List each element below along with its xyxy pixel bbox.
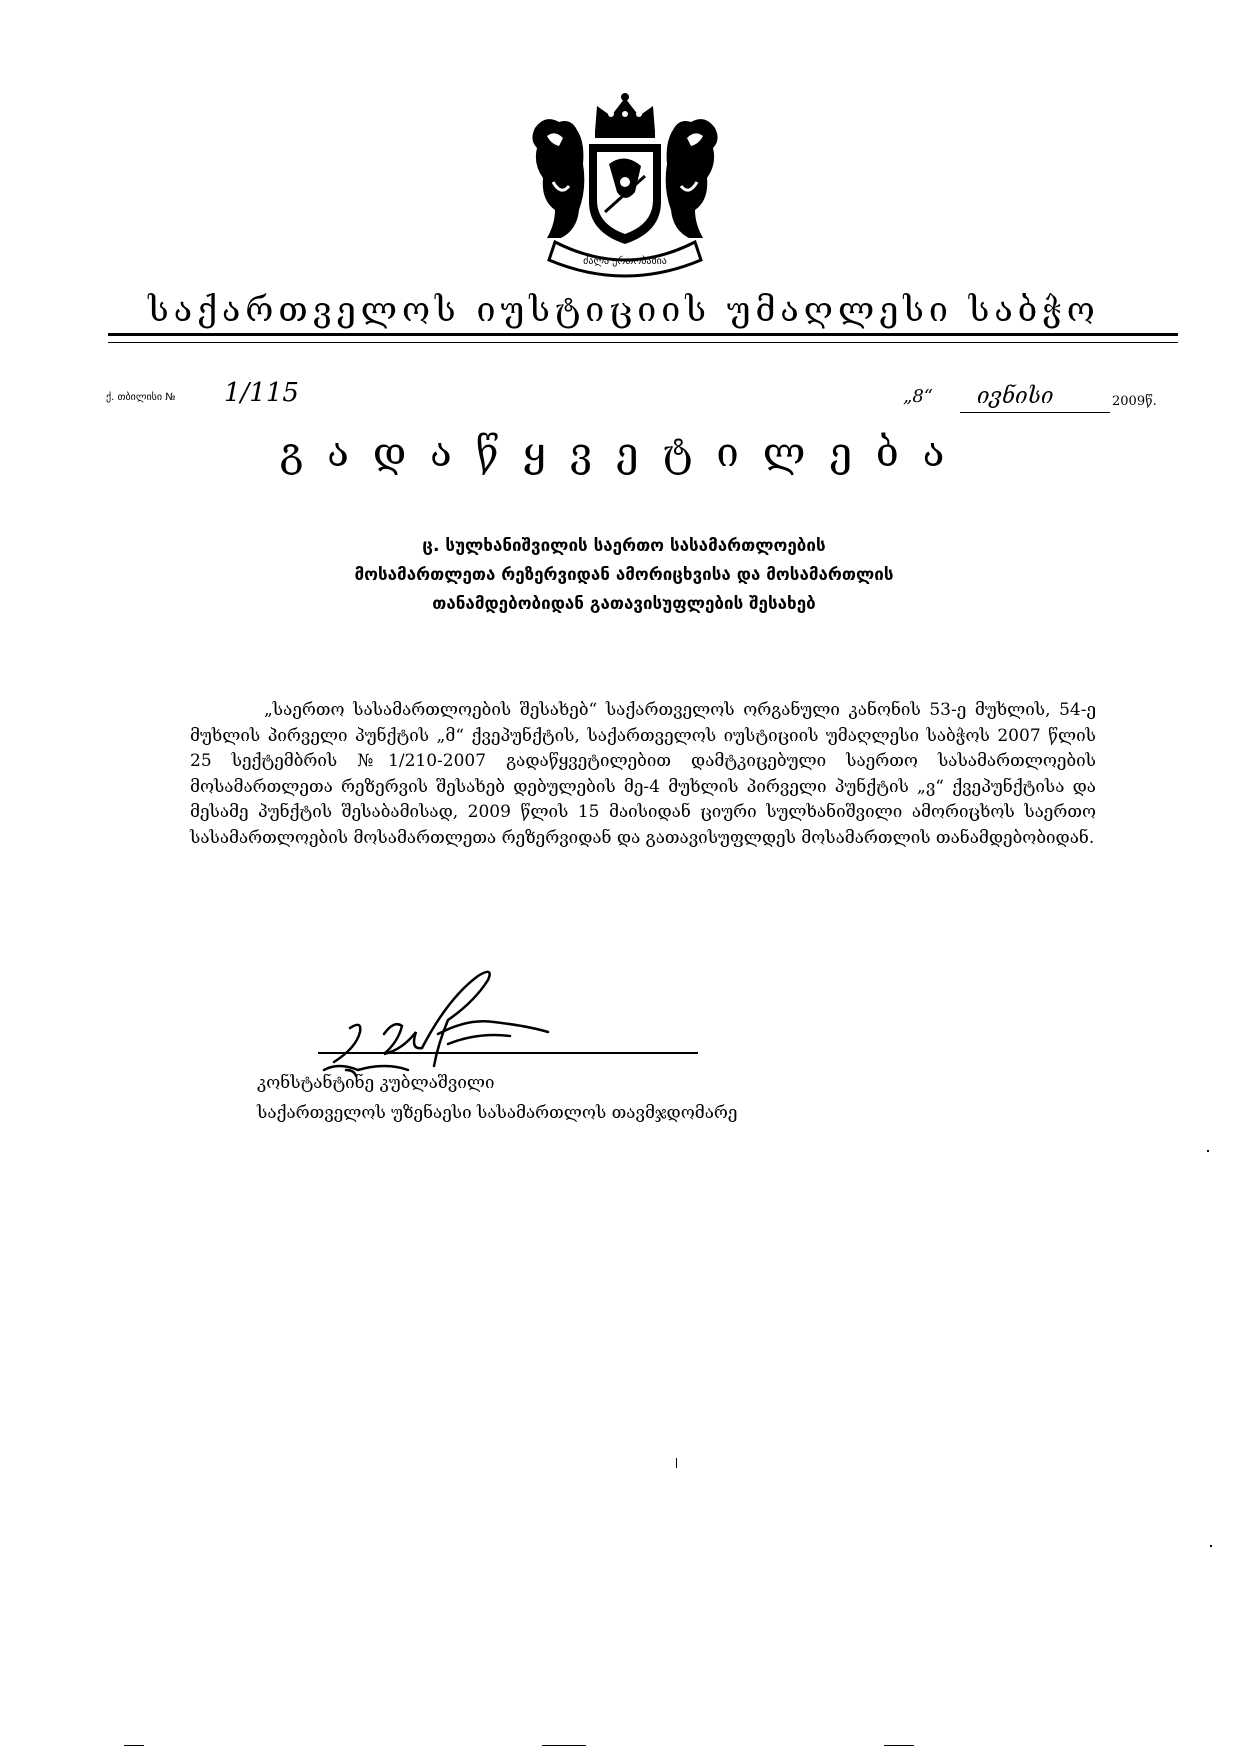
scan-speck [1207,1150,1209,1152]
scan-speck [542,1745,586,1746]
signature-line [318,1052,698,1054]
scan-speck [676,1458,677,1468]
date-day: „8“ [903,386,933,407]
scan-speck [1210,1545,1212,1547]
signer-name: კონსტანტინე კუბლაშვილი [257,1073,495,1093]
subject-line: თანამდებობიდან გათავისუფლების შესახებ [432,594,816,614]
georgia-coat-of-arms-icon [525,92,725,282]
emblem-motto: ძალა ერთობაშია [583,256,667,267]
signer-title: საქართველოს უზენაესი სასამართლოს თავმჯდომარე [257,1103,738,1123]
reference-label: ქ. თბილისი № [106,392,176,403]
decision-body [190,698,1096,851]
scan-speck [124,1745,144,1746]
reference-number: 1/115 [224,378,299,408]
body-paragraph: „საერთო სასამართლოების შესახებ“ საქართველოს ორგანული კანონის 53-ე მუხლის, 54-ე მუხლის პირველი პუნქტის „მ“ ქვეპუნქტის, საქართველოს იუსტიციის უმაღლესი საბჭოს 2007 წლის 25 სექტემბრის №1/210-2007 გადაწყვეტილებით დამტკიცებული საერთო სასამართლოების მოსამართლეთა რეზერვის შესახებ დებულების მე-4 მუხლის პირველი პუნქტის „ვ“ ქვეპუნქტისა და მესამე პუნქტის შესაბამისად, 2009 წლის 15 მაისიდან ციური სულხანიშვილი ამორიცხოს საერთო სასამართლოების მოსამართლეთა რეზერვიდან და გათავისუფლდეს მოსამართლის თანამდებობიდან. [190,700,1096,848]
document-type-title: გადაწყვეტილება [279,430,969,476]
header-rule-thick [108,333,1178,336]
scan-speck [884,1745,914,1746]
subject-line: ც. სულხანიშვილის საერთო სასამართლოების [422,536,826,556]
subject-line: მოსამართლეთა რეზერვიდან ამორიცხვისა და მოსამართლის [354,565,894,585]
date-year: 2009წ. [1112,394,1157,409]
subject-block [0,532,1248,619]
organization-name: საქართველოს იუსტიციის უმაღლესი საბჭო [148,290,1100,330]
header-rule-thin [108,342,1178,343]
date-underline [960,412,1110,413]
date-month: ივნისი [977,384,1054,409]
